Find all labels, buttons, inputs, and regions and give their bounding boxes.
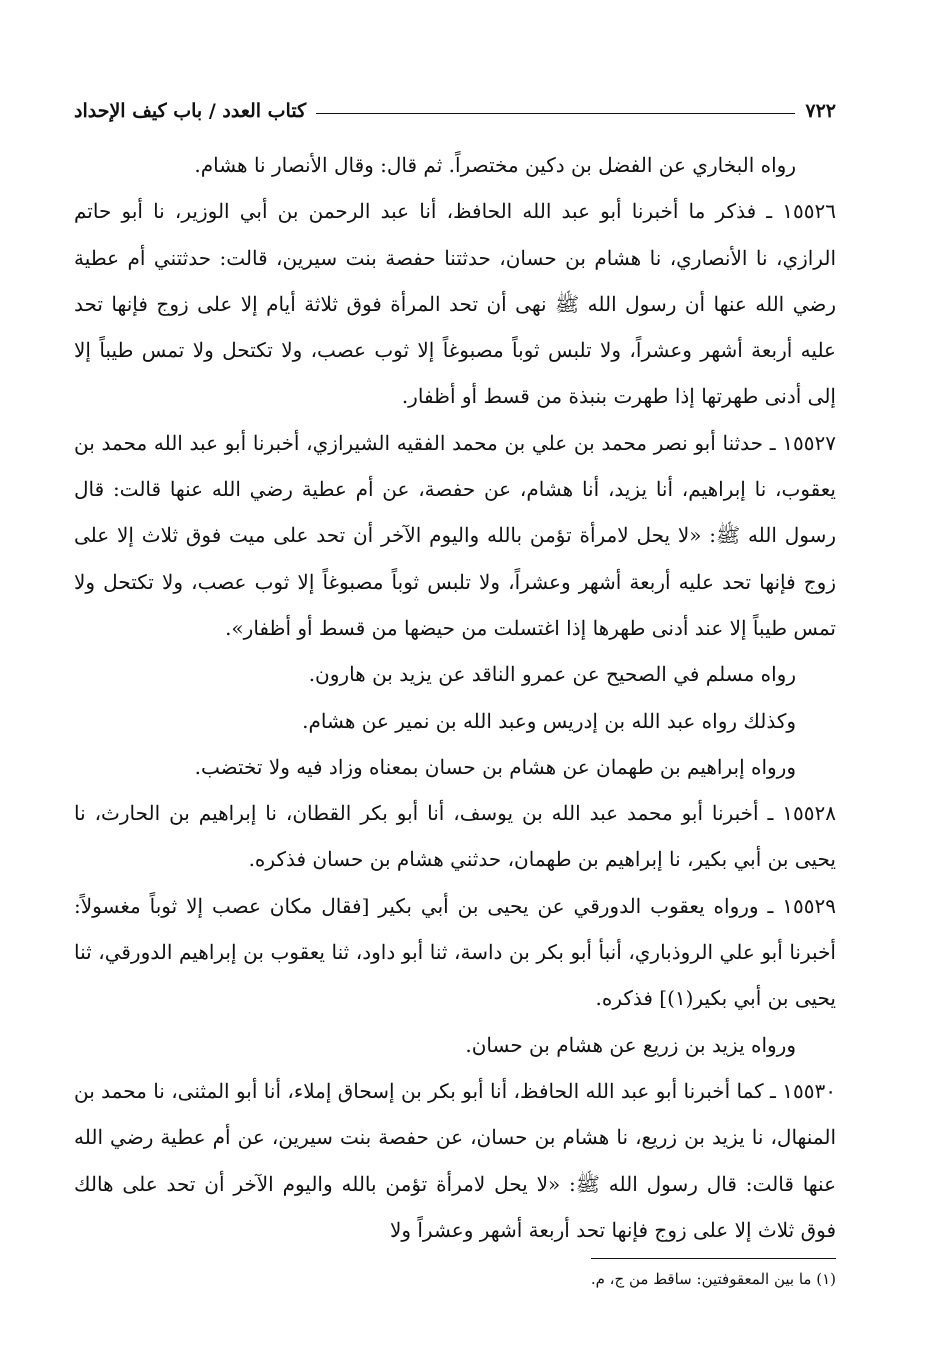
paragraph-tahman-note: ورواه إبراهيم بن طهمان عن هشام بن حسان بمعناه وزاد فيه ولا تختضب.	[194, 754, 796, 779]
paragraph-hadith-15526: ١٥٥٢٦ ـ فذكر ما أخبرنا أبو عبد الله الحافظ، أنا عبد الرحمن بن أبي الوزير، نا أبو حاتم الرازي، نا الأنصاري، نا هشام بن حسان، حدثتنا حفصة بنت سيرين، قالت: حدثتني أم عطية رضي الله عنها أن رسول الله ﷺ نهى أن تحد المرأة فوق ثلاثة أيام إلا على زوج فإنها تحد عليه أربعة أشهر وعشراً، ولا تلبس ثوباً مصبوغاً إلا ثوب عصب، ولا تكتحل ولا تمس طيباً إلا إلى أدنى طهرتها إذا طهرت بنبذة من قسط أو أظفار.	[74, 199, 837, 409]
page	[74, 88, 836, 1253]
paragraph-hadith-15530: ١٥٥٣٠ ـ كما أخبرنا أبو عبد الله الحافظ، أنا أبو بكر بن إسحاق إملاء، أنا أبو المثنى، نا محمد بن المنهال، نا يزيد بن زريع، نا هشام بن حسان، عن حفصة بنت سيرين، عن أم عطية رضي الله عنها قالت: قال رسول الله ﷺ: «لا يحل لامرأة تؤمن بالله واليوم الآخر أن تحد على هالك فوق ثلاث إلا على زوج فإنها تحد أربعة أشهر وعشراً ولا	[74, 1078, 836, 1242]
footnote-1: (١) ما بين المعقوفتين: ساقط من ج، م.	[590, 1270, 836, 1288]
paragraph-zuray-note: ورواه يزيد بن زريع عن هشام بن حسان.	[465, 1032, 796, 1057]
paragraph-hadith-15529: ١٥٥٢٩ ـ ورواه يعقوب الدورقي عن يحيى بن أبي بكير [فقال مكان عصب إلا ثوباً مغسولاً: أخبرنا أبو علي الروذباري، أنبأ أبو بكر بن داسة، ثنا أبو داود، ثنا يعقوب بن إبراهيم الدورقي، ثنا يحيى بن أبي بكير(١)] فذكره.	[74, 893, 836, 1011]
paragraph-muslim-note: رواه مسلم في الصحيح عن عمرو الناقد عن يزيد بن هارون.	[308, 662, 796, 687]
header-title: كتاب العدد / باب كيف الإحداد	[74, 100, 307, 122]
paragraph-idris-note: وكذلك رواه عبد الله بن إدريس وعبد الله بن نمير عن هشام.	[302, 708, 796, 733]
footnote-rule	[591, 1258, 836, 1259]
main-text	[74, 142, 836, 1253]
header-rule	[316, 113, 795, 114]
running-header	[74, 88, 836, 122]
paragraph-hadith-15528: ١٥٥٢٨ ـ أخبرنا أبو محمد عبد الله بن يوسف، أنا أبو بكر القطان، نا إبراهيم بن الحارث، نا يحيى بن أبي بكير، نا إبراهيم بن طهمان، حدثني هشام بن حسان فذكره.	[74, 801, 836, 872]
page-number: ٧٢٢	[805, 100, 836, 122]
paragraph-hadith-15527: ١٥٥٢٧ ـ حدثنا أبو نصر محمد بن علي بن محمد الفقيه الشيرازي، أخبرنا أبو عبد الله محمد بن يعقوب، نا إبراهيم، أنا يزيد، أنا هشام، عن حفصة، عن أم عطية رضي الله عنها قالت: قال رسول الله ﷺ: «لا يحل لامرأة تؤمن بالله واليوم الآخر أن تحد على ميت فوق ثلاث إلا على زوج فإنها تحد عليه أربعة أشهر وعشراً، ولا تلبس ثوباً مصبوغاً إلا ثوب عصب، ولا تكتحل ولا تمس طيباً إلا عند أدنى طهرها إذا اغتسلت من حيضها من قسط أو أظفار».	[74, 430, 836, 640]
paragraph-narration-note: رواه البخاري عن الفضل بن دكين مختصراً. ثم قال: وقال الأنصار نا هشام.	[194, 153, 796, 177]
footnotes	[74, 1258, 836, 1291]
